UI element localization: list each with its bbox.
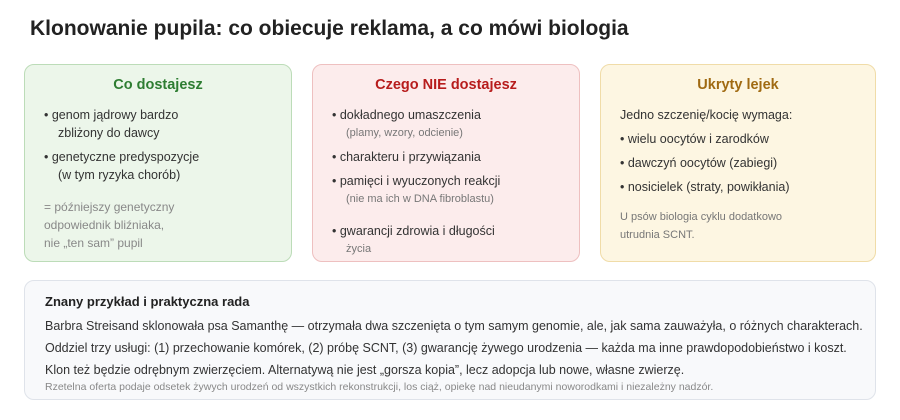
panel-text: Klon też będzie odrębnym zwierzęciem. Alternatywą nie jest „gorsza kopia”, lecz adopcja lub nowe, własne zwierzę. [45,363,685,377]
card-heading: Co dostajesz [113,77,203,93]
list-item: • charakteru i przywiązania [332,150,481,164]
card-hidden-funnel [600,64,876,262]
list-item: • gwarancji zdrowia i długości [332,224,495,238]
panel-heading: Znany przykład i praktyczna rada [45,294,250,309]
card-heading: Czego NIE dostajesz [375,77,517,93]
card-note: nie „ten sam” pupil [44,236,143,250]
card-heading: Ukryty lejek [697,77,779,93]
list-item: • dokładnego umaszczenia [332,108,481,122]
page-title: Klonowanie pupila: co obiecuje reklama, a co mówi biologia [30,17,629,40]
panel-text: Barbra Streisand sklonowała psa Samanthę — otrzymała dwa szczenięta o tym samym genomie, ale, jak sama zauważyła, o różnych charakterach. [45,319,863,333]
list-item: • genetyczne predyspozycje [44,150,200,164]
fine-print: Rzetelna oferta podaje odsetek żywych urodzeń od wszystkich rekonstrukcji, los ciąż, opiekę nad nieudanymi noworodkami i niezależny nadzór. [45,381,714,393]
card-intro: Jedno szczenię/kocię wymaga: [620,108,793,122]
card-note: = późniejszy genetyczny [44,200,175,214]
card-note: utrudnia SCNT. [620,229,695,241]
card-note: odpowiednik bliźniaka, [44,218,165,232]
list-item: • wielu oocytów i zarodków [620,132,769,146]
card-what-you-dont-get [312,64,580,262]
card-note: U psów biologia cyklu dodatkowo [620,211,783,223]
list-item: • genom jądrowy bardzo [44,108,179,122]
list-item: • pamięci i wyuczonych reakcji [332,174,501,188]
list-item: • nosicielek (straty, powikłania) [620,180,790,194]
example-and-advice-panel [24,280,876,400]
list-item: • dawczyń oocytów (zabiegi) [620,156,778,170]
list-item-detail: (plamy, wzory, odcienie) [346,127,463,139]
card-what-you-get [24,64,292,262]
panel-text: Oddziel trzy usługi: (1) przechowanie komórek, (2) próbę SCNT, (3) gwarancję żywego urodzenia — każda ma inne prawdopodobieństwo i koszt. [45,341,847,355]
list-item-detail: (nie ma ich w DNA fibroblastu) [346,193,494,205]
list-item-detail: życia [346,243,372,255]
list-item-continuation: zbliżony do dawcy [58,126,160,140]
list-item-continuation: (w tym ryzyka chorób) [58,168,181,182]
